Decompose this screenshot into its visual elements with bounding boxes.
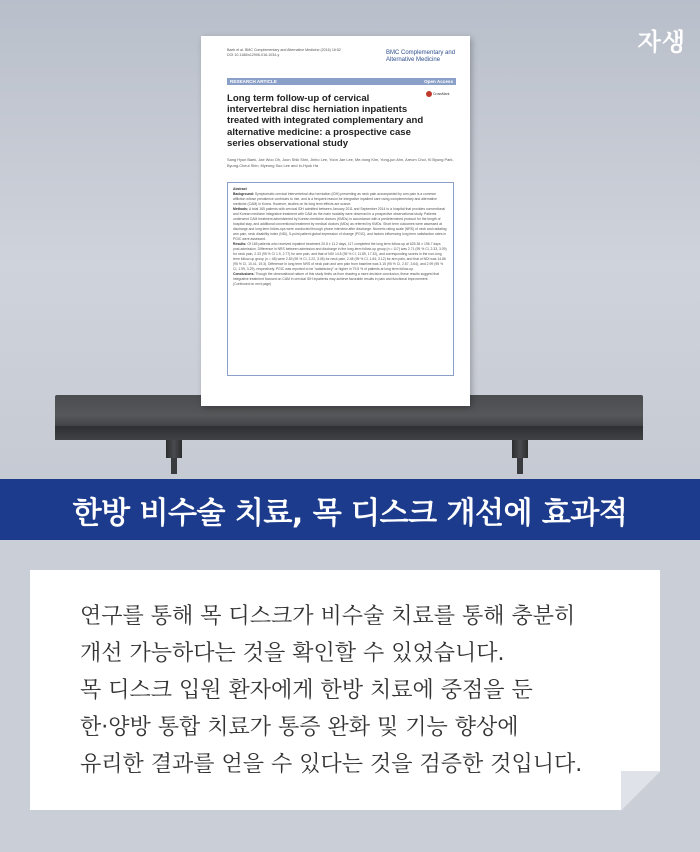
card-folded-corner <box>621 771 661 811</box>
abstract-results: Of 165 patients who received inpatient treatment 20.8 ± 11.2 days, 117 completed the long term follow-up at 625.36 ± 196.7 days post-admission. Difference in NRS between admission and discharge in the long-term follow-up group (n = 117) was 2.71 (95 % CI, 2.33, 3.09) for neck pain, 2.33 (95 % CI 1.9, 2.77) for arm pain, and that of NDI 14.8 (95 % CI, 11.89, 17.32), and corresponding scores in the non-long term follow-up group (n = 48) were 2.83 (95 % CI, 2.22, 3.45) for neck pain, 2.48 (95 % CI, 1.84, 3.12) for arm pain, and that of NDI was 14.86 (95 % CI, 10.41, 19.3). Difference in long term NRS of neck pain and arm pain from baseline was 3.15 (95 % CI, 2.67, 3.64), and 2.99 (95 % CI, 1.99, 3.29), respectively. PGIC was reported to be "satisfactory" or higher in 79.5 % of patients at long term follow-up. <box>233 242 447 271</box>
abstract-label: Methods: <box>233 207 249 211</box>
abstract-label: Background: <box>233 192 254 196</box>
shelf-bracket-stem-left <box>171 458 177 474</box>
paper-authors: Sang Hyun Baek, Jae Woo Oh, Joon Shik Shin, Jinho Lee, Yoon Jae Lee, Me-riong Kim, Yong-jun Ahn, Areum Choi, Ki Byung Park, Byung-Cheul Shin, Myeong Soo Lee and In-Hyuk Ha <box>227 157 454 168</box>
paper-abstract <box>227 182 454 376</box>
paper-article-type: RESEARCH ARTICLE <box>230 79 277 84</box>
paper-journal-line: BMC Complementary and <box>386 50 456 56</box>
paper-citation <box>227 48 341 58</box>
shelf-bracket-stem-right <box>517 458 523 474</box>
paper-doi-line: DOI 10.1186/s12906-016-1034-y <box>227 53 280 57</box>
paper-journal-name <box>386 50 456 64</box>
paper-citation-line: Baek et al. BMC Complementary and Alternative Medicine (2016) 16:52 <box>227 48 341 52</box>
brand-logo: 자생 <box>637 28 686 56</box>
abstract-continued: (Continued on next page) <box>233 282 272 286</box>
headline-banner <box>0 479 700 540</box>
headline-text: 한방 비수술 치료, 목 디스크 개선에 효과적 <box>72 495 628 531</box>
paper-article-type-bar <box>227 78 456 85</box>
paper-title: Long term follow-up of cervical intervertebral disc herniation inpatients treated with integrated complementary and alternative medicine: a prospective case series observational study <box>227 93 424 149</box>
body-line: 유리한 결과를 얻을 수 있다는 것을 검증한 것입니다. <box>80 752 583 777</box>
abstract-conclusions: Though the observational nature of this study limits us from drawing a more decisive conclusion, these results suggest that integrative treatment focused on CAM in cervical IDH inpatients may achieve favorable results in pain and functional improvement. <box>233 272 440 281</box>
paper-open-access: Open Access <box>424 79 453 84</box>
body-text <box>80 598 640 783</box>
body-line: 목 디스크 입원 환자에게 한방 치료에 중점을 둔 <box>80 678 533 703</box>
abstract-heading: Abstract <box>233 187 247 191</box>
body-line: 연구를 통해 목 디스크가 비수술 치료를 통해 충분히 <box>80 604 576 629</box>
research-paper <box>201 36 470 406</box>
paper-journal-line: Alternative Medicine <box>386 57 441 63</box>
abstract-methods: A total 165 patients with cervical IDH admitted between January 2011 and September 2014 to a hospital that provides conventional and Korean medicine integrative treatment with CAM as the main modality were observed in a prospective observational study. Patients underwent CAM treatment administered by Korean medicine doctors (KMDs) in accordance with a predetermined protocol for the length of hospital stay, and additional conventional treatment by medical doctors (MDs) as referred by KMDs. Short term outcomes were assessed at discharge and long term follow-ups were conducted through phone interview after discharge. Numeric rating scale (NRS) of neck and radiating arm pain, neck disability index (NDI), 5-point patient global impression of change (PGIC), and factors influencing long term satisfaction rates in PGIC were assessed. <box>233 207 447 241</box>
abstract-label: Results: <box>233 242 247 246</box>
shelf-bracket-right <box>512 440 528 458</box>
body-card <box>30 570 660 810</box>
abstract-label: Conclusions: <box>233 272 255 276</box>
body-line: 한·양방 통합 치료가 통증 완화 및 기능 향상에 <box>80 715 519 740</box>
body-line: 개선 가능하다는 것을 확인할 수 있었습니다. <box>80 641 505 666</box>
crossmark-badge <box>426 91 452 100</box>
crossmark-label: CrossMark <box>433 91 450 96</box>
abstract-background: Symptomatic cervical intervertebral disc herniation (IDH) presenting as neck pain accompanied by arm pain is a common affliction whose prevalence continues to rise, and is a frequent reason for integrative inpatient care using complementary and alternative medicine (CAM) in Korea. However, studies on its long term effects are scarce. <box>233 192 437 206</box>
shelf-bracket-left <box>166 440 182 458</box>
shelf-front-edge <box>55 426 643 440</box>
